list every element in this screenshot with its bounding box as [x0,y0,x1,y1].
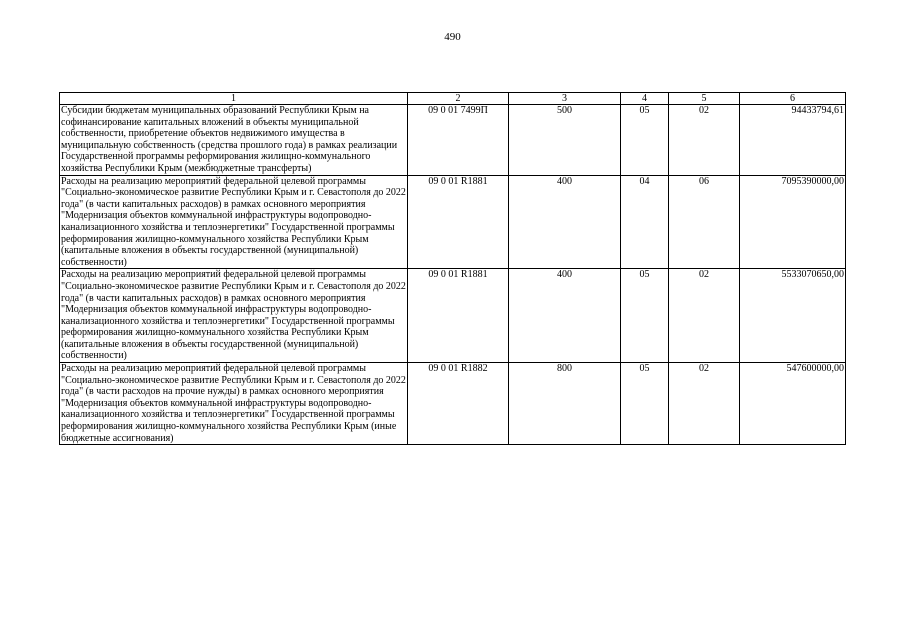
row-expense-type: 800 [509,363,621,445]
row-expense-type: 500 [509,105,621,176]
row-target-code: 09 0 01 R1881 [408,175,509,269]
row-description: Расходы на реализацию мероприятий федеральной целевой программы "Социально-экономическое развитие Республики Крым и г. Севастополя до 2022 года" (в части капитальных расходов) в рамках основного мероприятия "Модернизация объектов коммунальной инфраструктуры водопроводно-канализационного хозяйства и теплоэнергетики" Государственной программы реформирования жилищно-коммунального хозяйства Республики Крым (капитальные вложения в объекты государственной (муниципальной) собственности) [61,175,406,268]
row-description: Расходы на реализацию мероприятий федеральной целевой программы "Социально-экономическое развитие Республики Крым и г. Севастополя до 2022 года" (в части капитальных расходов) в рамках основного мероприятия "Модернизация объектов коммунальной инфраструктуры водопроводно-канализационного хозяйства и теплоэнергетики" Государственной программы реформирования жилищно-коммунального хозяйства Республики Крым (капитальные вложения в объекты государственной (муниципальной) собственности) [61,269,406,362]
row-section: 05 [621,269,669,363]
row-subsection: 02 [669,269,740,363]
header-col-6: 6 [740,93,846,105]
page-number: 490 [444,31,461,43]
row-description: Расходы на реализацию мероприятий федеральной целевой программы "Социально-экономическое развитие Республики Крым и г. Севастополя до 2022 года" (в части расходов на прочие нужды) в рамках основного мероприятия "Модернизация объектов коммунальной инфраструктуры водопроводно-канализационного хозяйства и теплоэнергетики" Государственной программы реформирования жилищно-коммунального хозяйства Республики Крым (иные бюджетные ассигнования) [61,363,406,444]
header-col-5: 5 [669,93,740,105]
row-subsection: 06 [669,175,740,269]
row-subsection: 02 [669,105,740,176]
budget-table [59,92,846,445]
table-row [60,269,846,363]
row-section: 05 [621,363,669,445]
header-col-2: 2 [408,93,509,105]
table-header [60,93,846,105]
row-expense-type: 400 [509,175,621,269]
row-target-code: 09 0 01 R1881 [408,269,509,363]
row-amount: 7095390000,00 [740,175,846,269]
header-col-3: 3 [509,93,621,105]
row-target-code: 09 0 01 R1882 [408,363,509,445]
row-subsection: 02 [669,363,740,445]
table-row [60,175,846,269]
header-col-1: 1 [60,93,408,105]
row-target-code: 09 0 01 7499П [408,105,509,176]
row-amount: 94433794,61 [740,105,846,176]
row-amount: 5533070650,00 [740,269,846,363]
row-section: 04 [621,175,669,269]
table-body [60,105,846,445]
header-col-4: 4 [621,93,669,105]
table-row [60,363,846,445]
row-description: Субсидии бюджетам муниципальных образований Республики Крым на софинансирование капитальных вложений в объекты муниципальной собственности, приобретение объектов недвижимого имущества в муниципальную собственность (средства прошлого года) в рамках реализации Государственной программы реформирования жилищно-коммунального хозяйства Республики Крым (межбюджетные трансферты) [60,105,408,176]
header-row [60,93,846,105]
row-amount: 547600000,00 [740,363,846,445]
row-section: 05 [621,105,669,176]
row-expense-type: 400 [509,269,621,363]
table-row [60,105,846,176]
